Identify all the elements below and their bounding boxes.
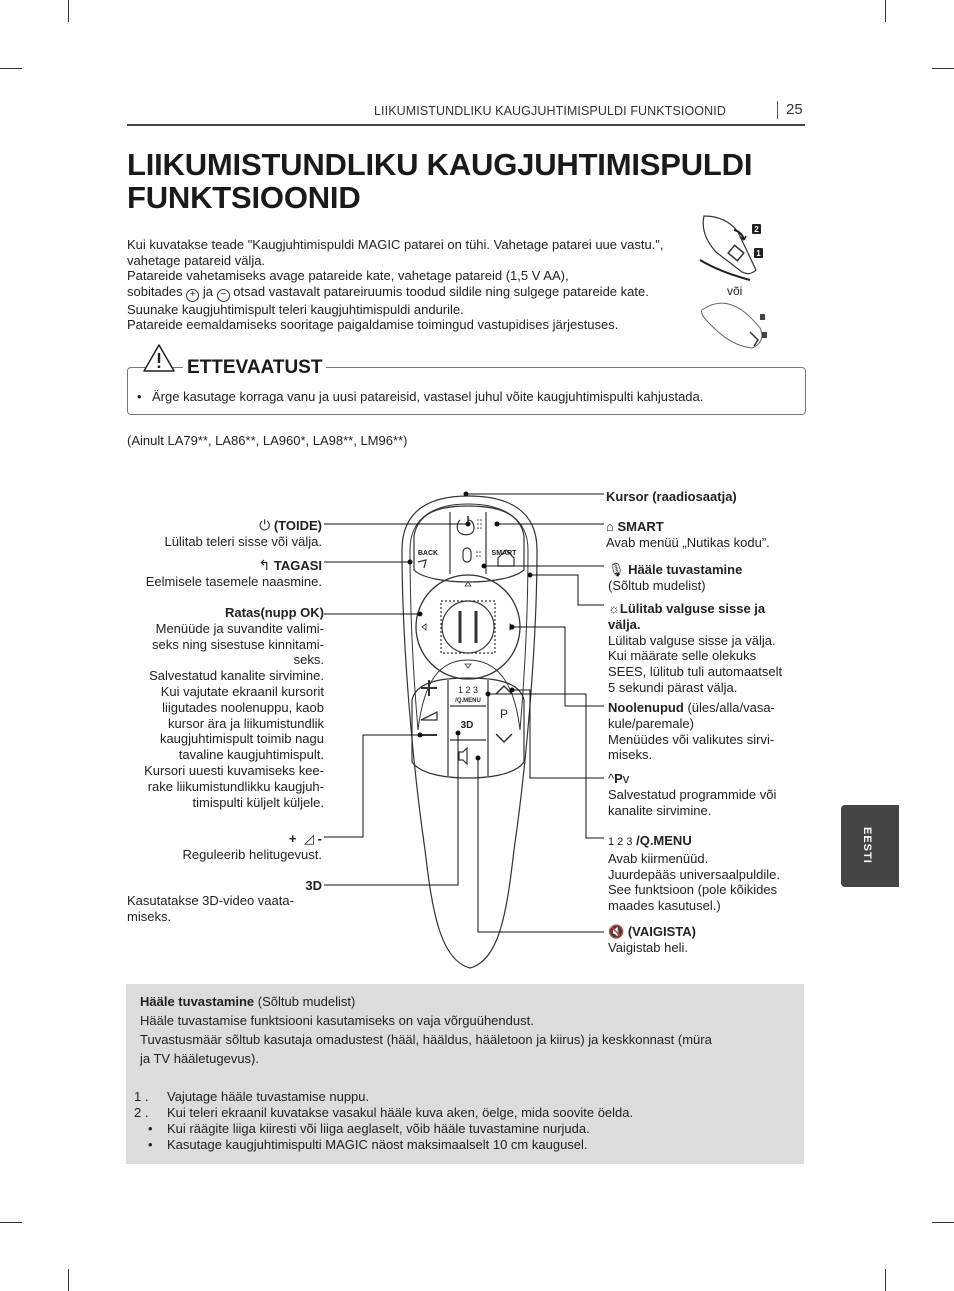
mute-label: 🔇 (VAIGISTA) Vaigistab heli.	[608, 924, 696, 955]
page-number: 25	[786, 101, 803, 118]
home-icon: ⌂	[606, 519, 614, 534]
crop-mark	[932, 1222, 954, 1223]
svg-text:P: P	[499, 707, 509, 721]
minus-icon: −	[217, 289, 230, 302]
volume-icon: ◿	[304, 831, 315, 846]
power-label: ⏻ (TOIDE) Lülitab teleri sisse või välja.	[164, 517, 322, 549]
svg-text:SMART: SMART	[491, 550, 517, 557]
power-icon: ⏻	[259, 517, 271, 533]
three-d-label-desc: Kasutatakse 3D-video vaata- miseks.	[127, 893, 294, 924]
language-tab: EESTI	[841, 805, 899, 887]
chevron-up-icon: ^	[608, 771, 615, 786]
running-header: LIIKUMISTUNDLIKU KAUGJUHTIMISPULDI FUNKTSIOONID	[374, 104, 726, 118]
volume-label: + ◿ - Reguleerib helitugevust.	[182, 831, 322, 862]
voice-label: 🎙 Hääle tuvastamine (Sõltub mudelist)	[608, 562, 743, 593]
voice-note-box: Hääle tuvastamine (Sõltub mudelist) Hääle tuvastamise funktsiooni kasutamiseks on vaja võrguühendust. Tuvastusmäär sõltub kasutaja omadustest (hääl, hääldus, hääletoon ja kiirus) ja keskkonnast (müra ja TV hääletugevus). 1 . Vajutage hääle tuvastamise nuppu. 2 . Kui teleri ekraanil kuvatakse vasakul hääle kuva aken, öelge, mida soovite öelda. • Kui räägite liiga kiiresti või liiga aeglaselt, võib hääle tuvastamine nurjuda. • Kasutage kaugjuhtimispulti MAGIC näost maksimaalselt 10 cm kaugusel.	[126, 984, 804, 1164]
arrows-label: Noolenupud (üles/alla/vasa- kule/paremale) Menüüdes või valikutes sirvi- miseks.	[608, 700, 775, 763]
microphone-icon: 🎙	[608, 562, 625, 577]
program-label: ^Pv Salvestatud programmide või kanalite sirvimine.	[608, 771, 777, 818]
svg-text:1: 1	[756, 249, 761, 258]
smart-label: ⌂ SMART Avab menüü „Nutikas kodu”.	[606, 519, 770, 550]
mute-icon: 🔇	[608, 924, 625, 939]
back-icon: ↰	[258, 557, 271, 573]
intro-paragraph-3: Patareide eemaldamiseks sooritage paigaldamise toimingud vastupidises järjestuses.	[127, 317, 619, 333]
three-d-label-title: 3D	[305, 878, 322, 893]
svg-text:3D: 3D	[460, 720, 474, 731]
plus-icon: +	[186, 289, 199, 302]
page-title: LIIKUMISTUNDLIKU KAUGJUHTIMISPULDI FUNKTSIOONID	[127, 147, 753, 215]
or-text: või	[727, 284, 743, 298]
wheel-label: Ratas(nupp OK) Menüüde ja suvandite valimi- seks ning sisestuse kinnitami- seks. Salvestatud kanalite sirvimine. Kui vajutate ekraanil kursorit liigutades noolenuppu, kaob kursor ära ja liikumistundlik kaugjuhtimispult toimib nagu tavaline kaugjuhtimispult. Kursori uuesti kuvamiseks kee- rake liikumistundlikku kaugjuh- timispulti küljelt küljele.	[144, 605, 324, 810]
svg-text:1 2 3: 1 2 3	[457, 685, 479, 695]
bullet: •	[137, 389, 142, 404]
bulb-icon: ☼	[608, 601, 620, 616]
cursor-label: Kursor (raadiosaatja)	[606, 489, 737, 504]
svg-text:BACK: BACK	[417, 550, 439, 557]
svg-text:/Q.MENU: /Q.MENU	[455, 698, 481, 704]
qmenu-label: 1 2 3 /Q.MENU Avab kiirmenüüd. Juurdepääs universaalpuldile. See funktsioon (pole kõikides maades kasutusel.)	[608, 833, 781, 914]
light-label: ☼Lülitab valguse sisse ja välja. Lülitab valguse sisse ja välja. Kui määrate selle olekuks SEES, lülitub tuli automaatselt 5 sekundi pärast välja.	[608, 601, 783, 695]
svg-text:2: 2	[754, 225, 759, 234]
intro-paragraph-2: Patareide vahetamiseks avage patareide kate, vahetage patareid (1,5 V AA), sobitades + ja − otsad vastavalt patareiruumis toodud sildile ning sulgege patareide kate. Suunake kaugjuhtimispult teleri kaugjuhtimispuldi andurile.	[127, 268, 649, 317]
crop-mark	[68, 1269, 69, 1291]
crop-mark	[0, 1222, 22, 1223]
caution-label: ETTEVAATUST	[183, 357, 326, 379]
chevron-down-icon: v	[622, 771, 630, 786]
crop-mark	[885, 1269, 886, 1291]
caution-text: Ärge kasutage korraga vanu ja uusi patareisid, vastasel juhul võite kaugjuhtimispulti kahjustada.	[152, 389, 704, 404]
back-label: ↰ TAGASI Eelmisele tasemele naasmine.	[145, 557, 322, 589]
models-note: (Ainult LA79**, LA86**, LA960*, LA98**, LM96**)	[127, 433, 408, 448]
intro-paragraph-1: Kui kuvatakse teade "Kaugjuhtimispuldi MAGIC patarei on tühi. Vahetage patarei uue vastu.", vahetage patareid välja.	[127, 237, 664, 268]
